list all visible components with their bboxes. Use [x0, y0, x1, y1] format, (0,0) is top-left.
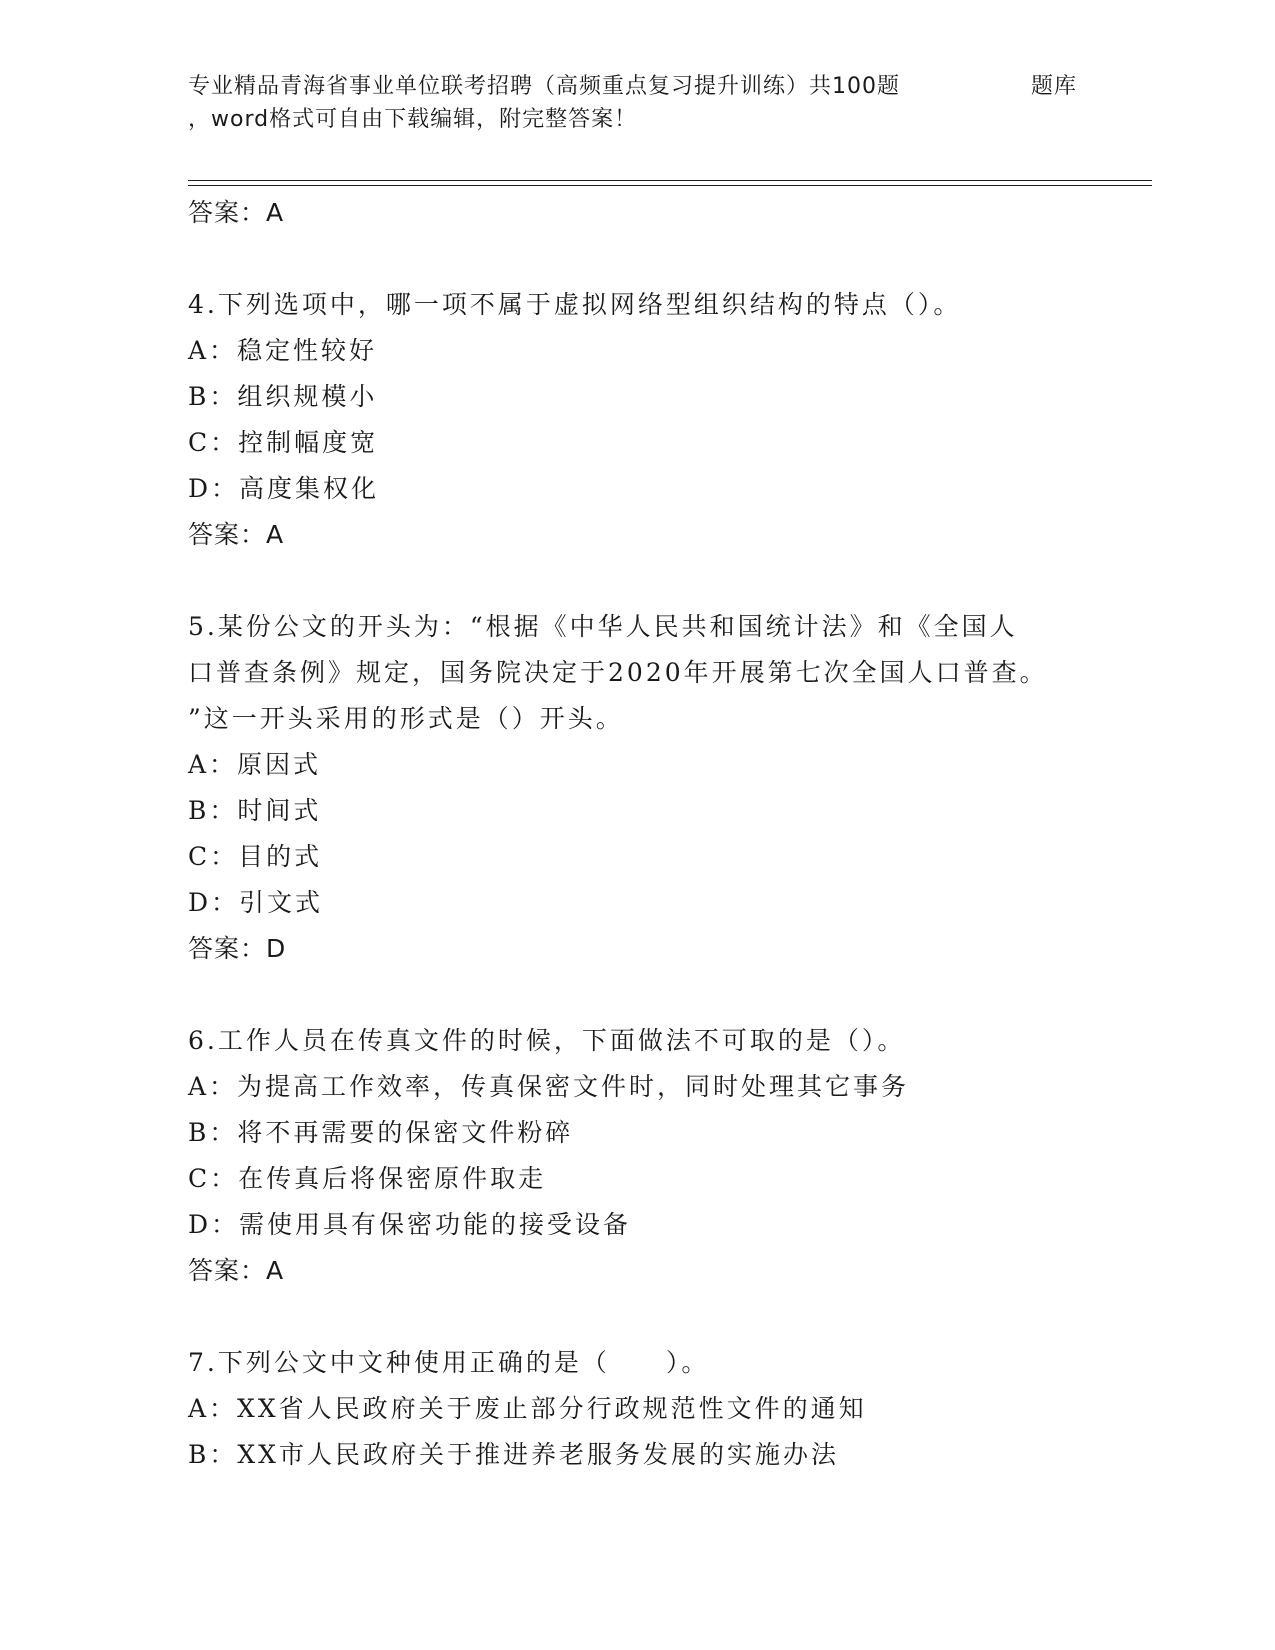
option-a: A：为提高工作效率，传真保密文件时，同时处理其它事务	[188, 1072, 910, 1101]
header-divider-top	[188, 180, 1152, 181]
option-c: C：控制幅度宽	[188, 428, 379, 457]
spacer	[188, 1294, 1088, 1340]
question-text: ”这一开头采用的形式是（）开头。	[188, 704, 624, 733]
option-c: C：在传真后将保密原件取走	[188, 1164, 547, 1193]
question-text: 7.下列公文中文种使用正确的是（ ）。	[188, 1348, 710, 1377]
header-tag: 题库	[1031, 74, 1078, 99]
previous-answer: 答案：A	[188, 198, 285, 227]
page-header	[188, 70, 1148, 136]
spacer	[188, 236, 1088, 282]
option-b: B：将不再需要的保密文件粉碎	[188, 1118, 574, 1147]
header-divider-bottom	[188, 185, 1152, 186]
question-block	[188, 1018, 1088, 1294]
header-title: 专业精品青海省事业单位联考招聘（高频重点复习提升训练）共100题	[188, 74, 900, 99]
question-body	[188, 190, 1088, 1478]
option-a: A：稳定性较好	[188, 336, 378, 365]
answer-line: 答案：A	[188, 520, 285, 549]
question-block	[188, 1340, 1088, 1478]
question-text: 4.下列选项中，哪一项不属于虚拟网络型组织结构的特点（）。	[188, 290, 962, 319]
option-d: D：需使用具有保密功能的接受设备	[188, 1210, 632, 1239]
spacer	[188, 972, 1088, 1018]
option-c: C：目的式	[188, 842, 323, 871]
option-a: A：原因式	[188, 750, 322, 779]
option-b: B：组织规模小	[188, 382, 378, 411]
answer-line: 答案：A	[188, 1256, 285, 1285]
question-block	[188, 282, 1088, 558]
question-block	[188, 604, 1088, 972]
answer-line: 答案：D	[188, 934, 287, 963]
option-b: B：时间式	[188, 796, 322, 825]
option-d: D：引文式	[188, 888, 324, 917]
option-b: B：XX市人民政府关于推进养老服务发展的实施办法	[188, 1440, 839, 1469]
question-text: 6.工作人员在传真文件的时候，下面做法不可取的是（）。	[188, 1026, 906, 1055]
option-a: A：XX省人民政府关于废止部分行政规范性文件的通知	[188, 1394, 867, 1423]
option-d: D：高度集权化	[188, 474, 380, 503]
spacer	[188, 558, 1088, 604]
question-text: 5.某份公文的开头为：“根据《中华人民共和国统计法》和《全国人	[188, 612, 1018, 641]
question-text: 口普查条例》规定，国务院决定于2020年开展第七次全国人口普查。	[188, 658, 1048, 687]
header-subtitle: ，word格式可自由下载编辑，附完整答案！	[188, 107, 638, 132]
